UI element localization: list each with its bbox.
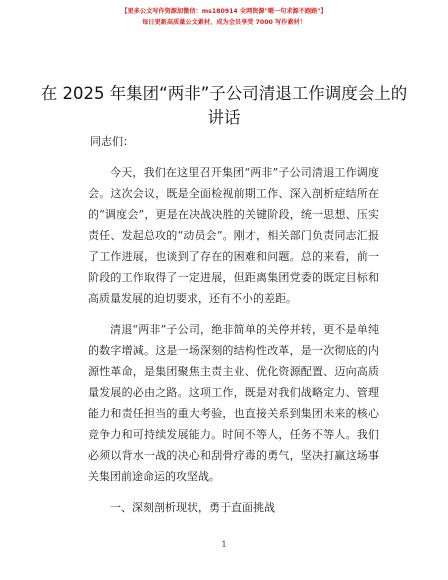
paragraph-2: 清退“两非”子公司，绝非简单的关停并转，更不是单纯的数字增减。这是一场深刻的结构性改革，是一次彻底的内源性革命，是集团聚焦主责主业、优化资源配置、迈向高质量发展的必由之路。这项工作，既是对我们战略定力、管理能力和责任担当的重大考验，也直接关系到集团未来的核心竞争力和可持续发展能力。时间不等人，任务不等人。我们必须以背水一战的决心和刮骨疗毒的勇气，坚决打赢这场事关集团前途命运的攻坚战。 <box>88 323 379 483</box>
section-heading: 一、深刻剖析现状，勇于直面挑战 <box>110 501 275 514</box>
paragraph-1: 今天，我们在这里召开集团“两非”子公司清退工作调度会。这次会议，既是全面检视前期工作、深入剖析症结所在的“调度会”，更是在决战决胜的关键阶段，统一思想、压实责任、发起总攻的“动员会”。刚才，相关部门负责同志汇报了工作进展，也谈到了存在的困难和问题。总的来看，前一阶段的工作取得了一定进展，但距离集团党委的既定目标和高质量发展的迫切要求，还有不小的差距。 <box>88 166 379 305</box>
promo-banner-line2: 每日更新高质量公文素材，成为会员享受 7000 写作素材！ <box>142 19 306 26</box>
document-body <box>88 131 379 518</box>
salutation: 同志们： <box>90 135 134 148</box>
document-title: 在 2025 年集团“两非”子公司清退工作调度会上的讲话 <box>40 84 408 127</box>
page-number: 1 <box>221 540 227 549</box>
promo-banner-line1: 【更多公文写作资源加微信：ms180914 全网资源"嗯一句求源不跑路"】 <box>121 8 327 15</box>
promo-banner <box>0 6 448 28</box>
